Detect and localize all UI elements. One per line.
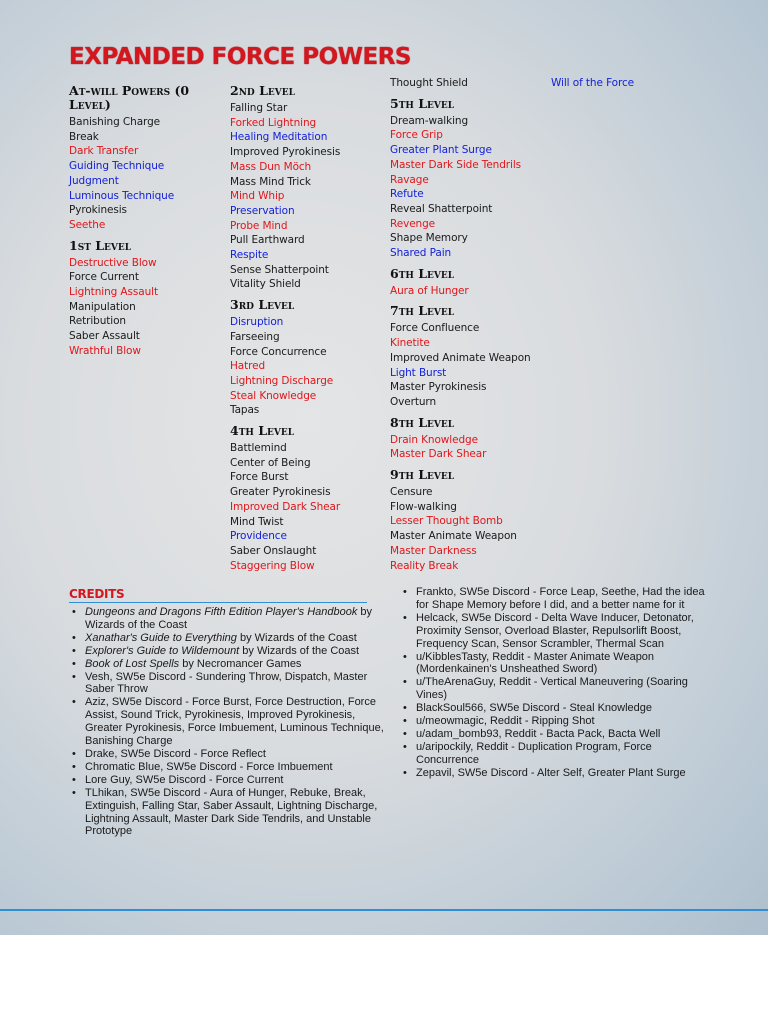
power-flow-walking: Flow-walking bbox=[390, 500, 457, 513]
power-drain-knowledge: Drain Knowledge bbox=[390, 433, 478, 446]
credits-list-right bbox=[400, 586, 716, 780]
power-lightning-discharge: Lightning Discharge bbox=[230, 374, 334, 387]
power-greater-pyrokinesis: Greater Pyrokinesis bbox=[230, 486, 331, 499]
power-thought-shield: Thought Shield bbox=[390, 77, 468, 89]
credit-item bbox=[416, 651, 716, 677]
level-heading: 8th Level bbox=[390, 414, 455, 430]
power-manipulation: Manipulation bbox=[69, 300, 136, 313]
footer-divider bbox=[0, 909, 768, 911]
power-will-of-the-force: Will of the Force bbox=[551, 77, 634, 89]
power-preservation: Preservation bbox=[230, 204, 295, 217]
level-heading: 5th Level bbox=[390, 95, 455, 111]
power-force-confluence: Force Confluence bbox=[390, 322, 480, 335]
credit-text: Frankto, SW5e Discord - Force Leap, Seethe, Had the idea for Shape Memory before I did, and a better name for it bbox=[416, 586, 705, 611]
power-master-darkness: Master Darkness bbox=[390, 544, 477, 557]
level-heading: 6th Level bbox=[390, 265, 455, 281]
credit-item bbox=[416, 586, 716, 612]
power-saber-assault: Saber Assault bbox=[69, 330, 140, 343]
credit-item bbox=[85, 645, 385, 658]
power-dark-transfer: Dark Transfer bbox=[69, 145, 139, 158]
credit-text: Chromatic Blue, SW5e Discord - Force Imbuement bbox=[85, 760, 333, 773]
power-respite: Respite bbox=[230, 249, 269, 262]
level-heading: At-will Powers (0 Level) bbox=[69, 83, 190, 112]
credit-source-title: Xanathar's Guide to Everything bbox=[85, 631, 237, 644]
credit-item bbox=[416, 767, 716, 780]
credits-divider bbox=[69, 602, 367, 603]
power-overturn: Overturn bbox=[390, 395, 437, 408]
power-master-pyrokinesis: Master Pyrokinesis bbox=[390, 381, 487, 394]
power-luminous-technique: Luminous Technique bbox=[69, 189, 175, 202]
power-revenge: Revenge bbox=[390, 217, 436, 230]
credit-item bbox=[85, 696, 385, 748]
level-heading: 2nd Level bbox=[230, 83, 295, 98]
power-mind-twist: Mind Twist bbox=[230, 515, 284, 528]
power-ravage: Ravage bbox=[390, 173, 429, 186]
credit-text: Helcack, SW5e Discord - Delta Wave Inducer, Detonator, Proximity Sensor, Overload Blaster, Repulsorlift Boost, Frequency Scan, Sensor Scrambler, Thermal Scan bbox=[416, 611, 694, 650]
credit-item bbox=[85, 761, 385, 774]
power-destructive-blow: Destructive Blow bbox=[69, 256, 157, 269]
credit-text: TLhikan, SW5e Discord - Aura of Hunger, Rebuke, Break, Extinguish, Falling Star, Saber Assault, Lightning Discharge, Lightning Assault, Master Dark Side Tendrils, and Unstable Prototype bbox=[85, 786, 378, 838]
credit-source-title: Dungeons and Dragons Fifth Edition Player's Handbook bbox=[85, 606, 358, 618]
power-group bbox=[390, 267, 548, 299]
power-banishing-charge: Banishing Charge bbox=[69, 116, 160, 128]
power-shared-pain: Shared Pain bbox=[390, 247, 452, 260]
powers-column-2 bbox=[230, 84, 388, 579]
credit-item bbox=[416, 612, 716, 651]
credit-text: Zepavil, SW5e Discord - Alter Self, Greater Plant Surge bbox=[416, 766, 686, 779]
power-force-concurrence: Force Concurrence bbox=[230, 345, 327, 358]
credit-item bbox=[85, 632, 385, 645]
credit-source-title: Book of Lost Spells bbox=[85, 657, 180, 670]
power-disruption: Disruption bbox=[230, 316, 284, 329]
power-group bbox=[390, 304, 548, 409]
credit-item bbox=[85, 671, 385, 697]
power-sense-shatterpoint: Sense Shatterpoint bbox=[230, 263, 329, 276]
power-guiding-technique: Guiding Technique bbox=[69, 160, 165, 173]
powers-column-1 bbox=[69, 84, 227, 365]
power-aura-of-hunger: Aura of Hunger bbox=[390, 284, 469, 297]
credit-item bbox=[416, 728, 716, 741]
credit-item bbox=[85, 658, 385, 671]
level-heading: 4th Level bbox=[230, 423, 295, 439]
power-force-burst: Force Burst bbox=[230, 471, 289, 484]
power-group bbox=[390, 416, 548, 462]
power-wrathful-blow: Wrathful Blow bbox=[69, 344, 141, 357]
credit-text: Aziz, SW5e Discord - Force Burst, Force Destruction, Force Assist, Sound Trick, Pyrokinesis, Improved Pyrokinesis, Greater Pyrokinesis, Force Imbuement, Luminous Technique, Banishing Charge bbox=[85, 696, 384, 748]
credit-text: u/TheArenaGuy, Reddit - Vertical Maneuvering (Soaring Vines) bbox=[416, 676, 688, 702]
level-heading: 7th Level bbox=[390, 303, 455, 319]
credit-item bbox=[416, 715, 716, 728]
power-kinetite: Kinetite bbox=[390, 337, 430, 350]
credit-item bbox=[85, 748, 385, 761]
power-censure: Censure bbox=[390, 486, 433, 499]
credit-item bbox=[85, 787, 385, 839]
power-lesser-thought-bomb: Lesser Thought Bomb bbox=[390, 515, 503, 528]
credit-text: by Wizards of the Coast bbox=[239, 644, 360, 657]
power-mind-whip: Mind Whip bbox=[230, 190, 285, 203]
credit-item bbox=[416, 676, 716, 702]
level-heading: 1st Level bbox=[69, 237, 132, 253]
power-center-of-being: Center of Being bbox=[230, 456, 311, 469]
power-group bbox=[69, 239, 227, 359]
credit-text: Vesh, SW5e Discord - Sundering Throw, Dispatch, Master Saber Throw bbox=[85, 670, 368, 696]
power-seethe: Seethe bbox=[69, 218, 106, 231]
power-refute: Refute bbox=[390, 188, 424, 201]
powers-column-4 bbox=[551, 76, 709, 97]
credit-text: u/KibblesTasty, Reddit - Master Animate Weapon (Mordenkainen's Unsheathed Sword) bbox=[416, 650, 655, 676]
credit-text: u/meowmagic, Reddit - Ripping Shot bbox=[416, 715, 595, 728]
credit-text: u/adam_bomb93, Reddit - Bacta Pack, Bacta Well bbox=[416, 727, 661, 740]
credit-text: Drake, SW5e Discord - Force Reflect bbox=[85, 747, 266, 760]
power-dream-walking: Dream-walking bbox=[390, 114, 469, 127]
power-providence: Providence bbox=[230, 530, 287, 543]
page-title: EXPANDED FORCE POWERS bbox=[69, 44, 411, 70]
power-reality-break: Reality Break bbox=[390, 559, 459, 572]
credit-text: u/aripockily, Reddit - Duplication Program, Force Concurrence bbox=[416, 740, 652, 766]
credits-heading: CREDITS bbox=[69, 587, 125, 601]
power-lightning-assault: Lightning Assault bbox=[69, 286, 158, 299]
power-force-grip: Force Grip bbox=[390, 129, 443, 142]
credits-list-left bbox=[69, 606, 385, 838]
power-group bbox=[390, 468, 548, 573]
power-retribution: Retribution bbox=[69, 315, 126, 328]
power-forked-lightning: Forked Lightning bbox=[230, 116, 317, 129]
power-mass-mind-trick: Mass Mind Trick bbox=[230, 175, 311, 188]
credit-text: by Wizards of the Coast bbox=[236, 631, 357, 644]
power-group bbox=[551, 76, 709, 91]
power-master-dark-shear: Master Dark Shear bbox=[390, 448, 487, 461]
credit-item bbox=[85, 774, 385, 787]
power-improved-dark-shear: Improved Dark Shear bbox=[230, 500, 341, 513]
power-staggering-blow: Staggering Blow bbox=[230, 559, 315, 572]
credit-text: Lore Guy, SW5e Discord - Force Current bbox=[85, 773, 284, 786]
power-master-dark-side-tendrils: Master Dark Side Tendrils bbox=[390, 158, 522, 171]
power-group bbox=[390, 97, 548, 261]
power-mass-dun-m-ch: Mass Dun Möch bbox=[230, 160, 312, 173]
power-falling-star: Falling Star bbox=[230, 102, 288, 114]
power-shape-memory: Shape Memory bbox=[390, 232, 468, 245]
power-pull-earthward: Pull Earthward bbox=[230, 234, 305, 247]
credit-text: by Wizards of the Coast bbox=[85, 606, 373, 631]
power-group bbox=[69, 84, 227, 233]
power-greater-plant-surge: Greater Plant Surge bbox=[390, 144, 492, 157]
power-probe-mind: Probe Mind bbox=[230, 219, 288, 232]
power-master-animate-weapon: Master Animate Weapon bbox=[390, 530, 517, 543]
power-steal-knowledge: Steal Knowledge bbox=[230, 389, 317, 402]
power-break: Break bbox=[69, 130, 99, 143]
credit-item bbox=[85, 606, 385, 632]
level-heading: 9th Level bbox=[390, 467, 455, 483]
power-improved-pyrokinesis: Improved Pyrokinesis bbox=[230, 146, 341, 159]
power-battlemind: Battlemind bbox=[230, 442, 287, 455]
power-vitality-shield: Vitality Shield bbox=[230, 278, 301, 291]
credit-item bbox=[416, 702, 716, 715]
power-reveal-shatterpoint: Reveal Shatterpoint bbox=[390, 202, 493, 215]
power-tapas: Tapas bbox=[230, 404, 260, 417]
power-force-current: Force Current bbox=[69, 271, 139, 284]
credit-item bbox=[416, 741, 716, 767]
power-saber-onslaught: Saber Onslaught bbox=[230, 544, 317, 557]
power-improved-animate-weapon: Improved Animate Weapon bbox=[390, 351, 531, 364]
powers-column-3 bbox=[390, 76, 548, 579]
power-group bbox=[390, 76, 548, 91]
power-group bbox=[230, 298, 388, 418]
credit-text: BlackSoul566, SW5e Discord - Steal Knowledge bbox=[416, 702, 653, 715]
power-healing-meditation: Healing Meditation bbox=[230, 131, 328, 144]
power-group bbox=[230, 84, 388, 292]
credit-text: by Necromancer Games bbox=[179, 657, 302, 670]
level-heading: 3rd Level bbox=[230, 297, 295, 313]
power-light-burst: Light Burst bbox=[390, 366, 447, 379]
power-pyrokinesis: Pyrokinesis bbox=[69, 204, 127, 217]
credit-source-title: Explorer's Guide to Wildemount bbox=[85, 644, 240, 657]
power-group bbox=[230, 424, 388, 573]
power-judgment: Judgment bbox=[69, 174, 119, 187]
power-hatred: Hatred bbox=[230, 360, 266, 373]
power-farseeing: Farseeing bbox=[230, 330, 280, 343]
